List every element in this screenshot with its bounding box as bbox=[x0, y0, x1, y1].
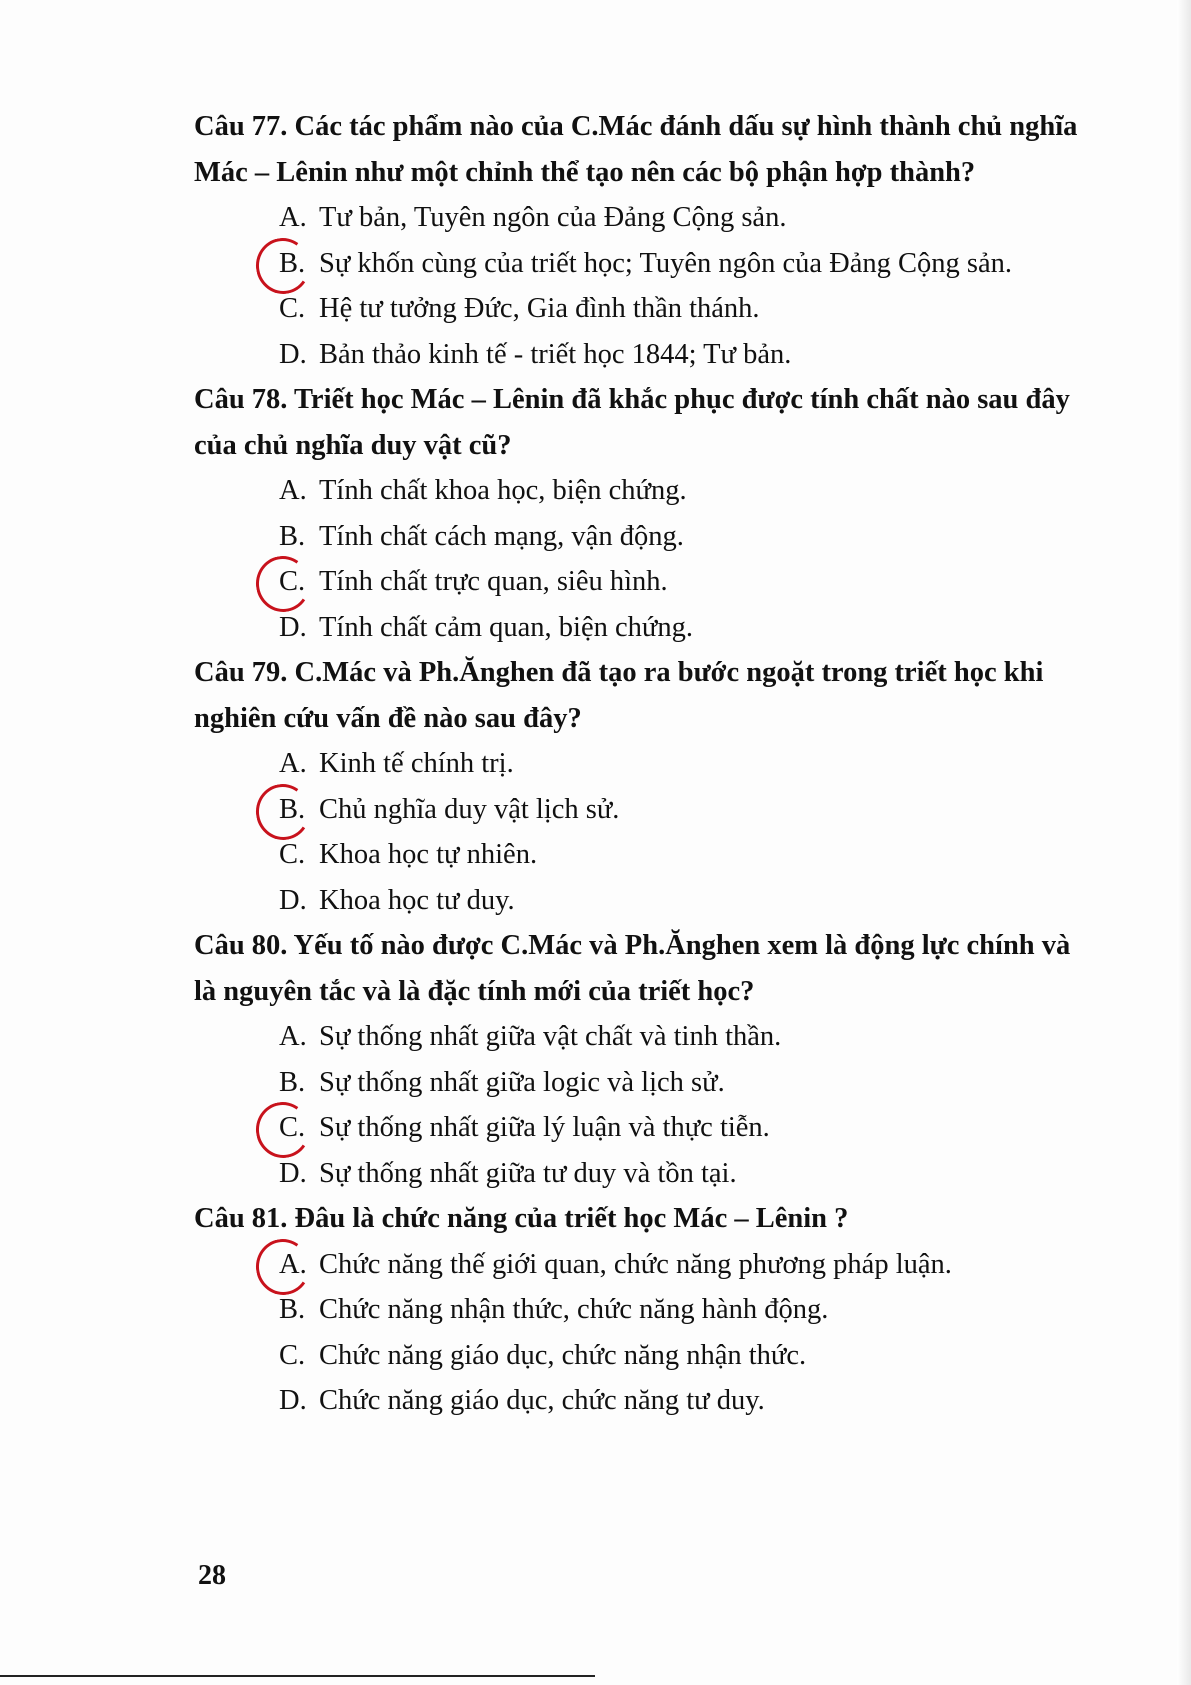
option-text: Tính chất khoa học, biện chứng. bbox=[319, 475, 687, 506]
option-letter: B. bbox=[279, 793, 306, 825]
option-c bbox=[194, 832, 1094, 878]
option-b bbox=[194, 1287, 1094, 1333]
question-title-line: Câu 81. Đâu là chức năng của triết học Mác – Lênin ? bbox=[194, 1203, 849, 1234]
option-text: Bản thảo kinh tế - triết học 1844; Tư bản. bbox=[319, 338, 792, 370]
option-a bbox=[194, 195, 1094, 241]
option-text: Sự thống nhất giữa lý luận và thực tiễn. bbox=[319, 1112, 770, 1143]
option-letter: C. bbox=[279, 1112, 306, 1143]
option-b bbox=[194, 514, 1094, 560]
bottom-divider bbox=[0, 1675, 595, 1677]
question-title-line: nghiên cứu vấn đề nào sau đây? bbox=[194, 702, 582, 734]
option-text: Chức năng thế giới quan, chức năng phương pháp luận. bbox=[319, 1248, 952, 1280]
answer-options bbox=[194, 1014, 1094, 1196]
option-text: Tính chất cảm quan, biện chứng. bbox=[319, 611, 693, 643]
option-text: Sự khốn cùng của triết học; Tuyên ngôn của Đảng Cộng sản. bbox=[319, 247, 1013, 279]
option-text: Tư bản, Tuyên ngôn của Đảng Cộng sản. bbox=[319, 202, 787, 233]
option-text: Tính chất trực quan, siêu hình. bbox=[319, 566, 668, 597]
question-title bbox=[194, 377, 1094, 468]
option-d bbox=[194, 878, 1094, 924]
option-letter: D. bbox=[279, 338, 307, 370]
option-c bbox=[194, 1333, 1094, 1379]
option-letter: D. bbox=[279, 884, 307, 916]
option-c bbox=[194, 559, 1094, 605]
option-text: Chức năng giáo dục, chức năng tư duy. bbox=[319, 1385, 765, 1416]
option-letter: B. bbox=[279, 520, 306, 552]
question-title bbox=[194, 1196, 1094, 1242]
question-title bbox=[194, 104, 1094, 195]
answer-options bbox=[194, 741, 1094, 923]
option-d bbox=[194, 332, 1094, 378]
question-title-line: Câu 79. C.Mác và Ph.Ănghen đã tạo ra bước ngoặt trong triết học khi bbox=[194, 657, 1044, 688]
question-title-line: Câu 78. Triết học Mác – Lênin đã khắc phục được tính chất nào sau đây bbox=[194, 384, 1070, 415]
option-letter: B. bbox=[279, 1066, 306, 1098]
question-78 bbox=[194, 377, 1094, 650]
option-text: Khoa học tự nhiên. bbox=[319, 839, 538, 870]
option-text: Tính chất cách mạng, vận động. bbox=[319, 520, 684, 552]
question-77 bbox=[194, 104, 1094, 377]
option-a bbox=[194, 741, 1094, 787]
quiz-content bbox=[194, 104, 1094, 1424]
question-title bbox=[194, 650, 1094, 741]
option-c bbox=[194, 1105, 1094, 1151]
page-number: 28 bbox=[198, 1560, 226, 1591]
option-text: Sự thống nhất giữa logic và lịch sử. bbox=[319, 1066, 725, 1098]
option-letter: C. bbox=[279, 839, 306, 870]
option-letter: C. bbox=[279, 566, 306, 597]
option-text: Kinh tế chính trị. bbox=[319, 748, 514, 779]
option-letter: D. bbox=[279, 1385, 307, 1416]
option-letter: A. bbox=[279, 1248, 307, 1280]
option-letter: C. bbox=[279, 1339, 306, 1371]
option-b bbox=[194, 241, 1094, 287]
option-letter: A. bbox=[279, 202, 307, 233]
option-letter: B. bbox=[279, 1294, 306, 1325]
answer-options bbox=[194, 1242, 1094, 1424]
option-text: Hệ tư tưởng Đức, Gia đình thần thánh. bbox=[319, 293, 760, 324]
option-text: Sự thống nhất giữa vật chất và tinh thần. bbox=[319, 1021, 782, 1052]
answer-options bbox=[194, 468, 1094, 650]
question-80 bbox=[194, 923, 1094, 1196]
option-letter: D. bbox=[279, 1157, 307, 1189]
option-letter: C. bbox=[279, 293, 306, 324]
option-letter: A. bbox=[279, 475, 307, 506]
option-text: Chủ nghĩa duy vật lịch sử. bbox=[319, 793, 620, 825]
option-b bbox=[194, 787, 1094, 833]
option-text: Khoa học tư duy. bbox=[319, 884, 515, 916]
question-title-line: của chủ nghĩa duy vật cũ? bbox=[194, 429, 512, 461]
option-c bbox=[194, 286, 1094, 332]
question-79 bbox=[194, 650, 1094, 923]
option-d bbox=[194, 1378, 1094, 1424]
question-title-line: là nguyên tắc và là đặc tính mới của triết học? bbox=[194, 975, 755, 1007]
option-letter: D. bbox=[279, 611, 307, 643]
question-81 bbox=[194, 1196, 1094, 1424]
option-a bbox=[194, 468, 1094, 514]
answer-options bbox=[194, 195, 1094, 377]
option-text: Sự thống nhất giữa tư duy và tồn tại. bbox=[319, 1157, 737, 1189]
option-a bbox=[194, 1014, 1094, 1060]
question-title-line: Mác – Lênin như một chỉnh thể tạo nên các bộ phận hợp thành? bbox=[194, 156, 976, 188]
option-text: Chức năng giáo dục, chức năng nhận thức. bbox=[319, 1339, 807, 1371]
option-letter: A. bbox=[279, 748, 307, 779]
question-title-line: Câu 80. Yếu tố nào được C.Mác và Ph.Ănghen xem là động lực chính và bbox=[194, 930, 1071, 961]
option-b bbox=[194, 1060, 1094, 1106]
option-letter: A. bbox=[279, 1021, 307, 1052]
option-a bbox=[194, 1242, 1094, 1288]
option-d bbox=[194, 1151, 1094, 1197]
option-text: Chức năng nhận thức, chức năng hành động. bbox=[319, 1294, 829, 1325]
option-letter: B. bbox=[279, 247, 306, 279]
question-title-line: Câu 77. Các tác phẩm nào của C.Mác đánh dấu sự hình thành chủ nghĩa bbox=[194, 111, 1078, 142]
option-d bbox=[194, 605, 1094, 651]
question-title bbox=[194, 923, 1094, 1014]
